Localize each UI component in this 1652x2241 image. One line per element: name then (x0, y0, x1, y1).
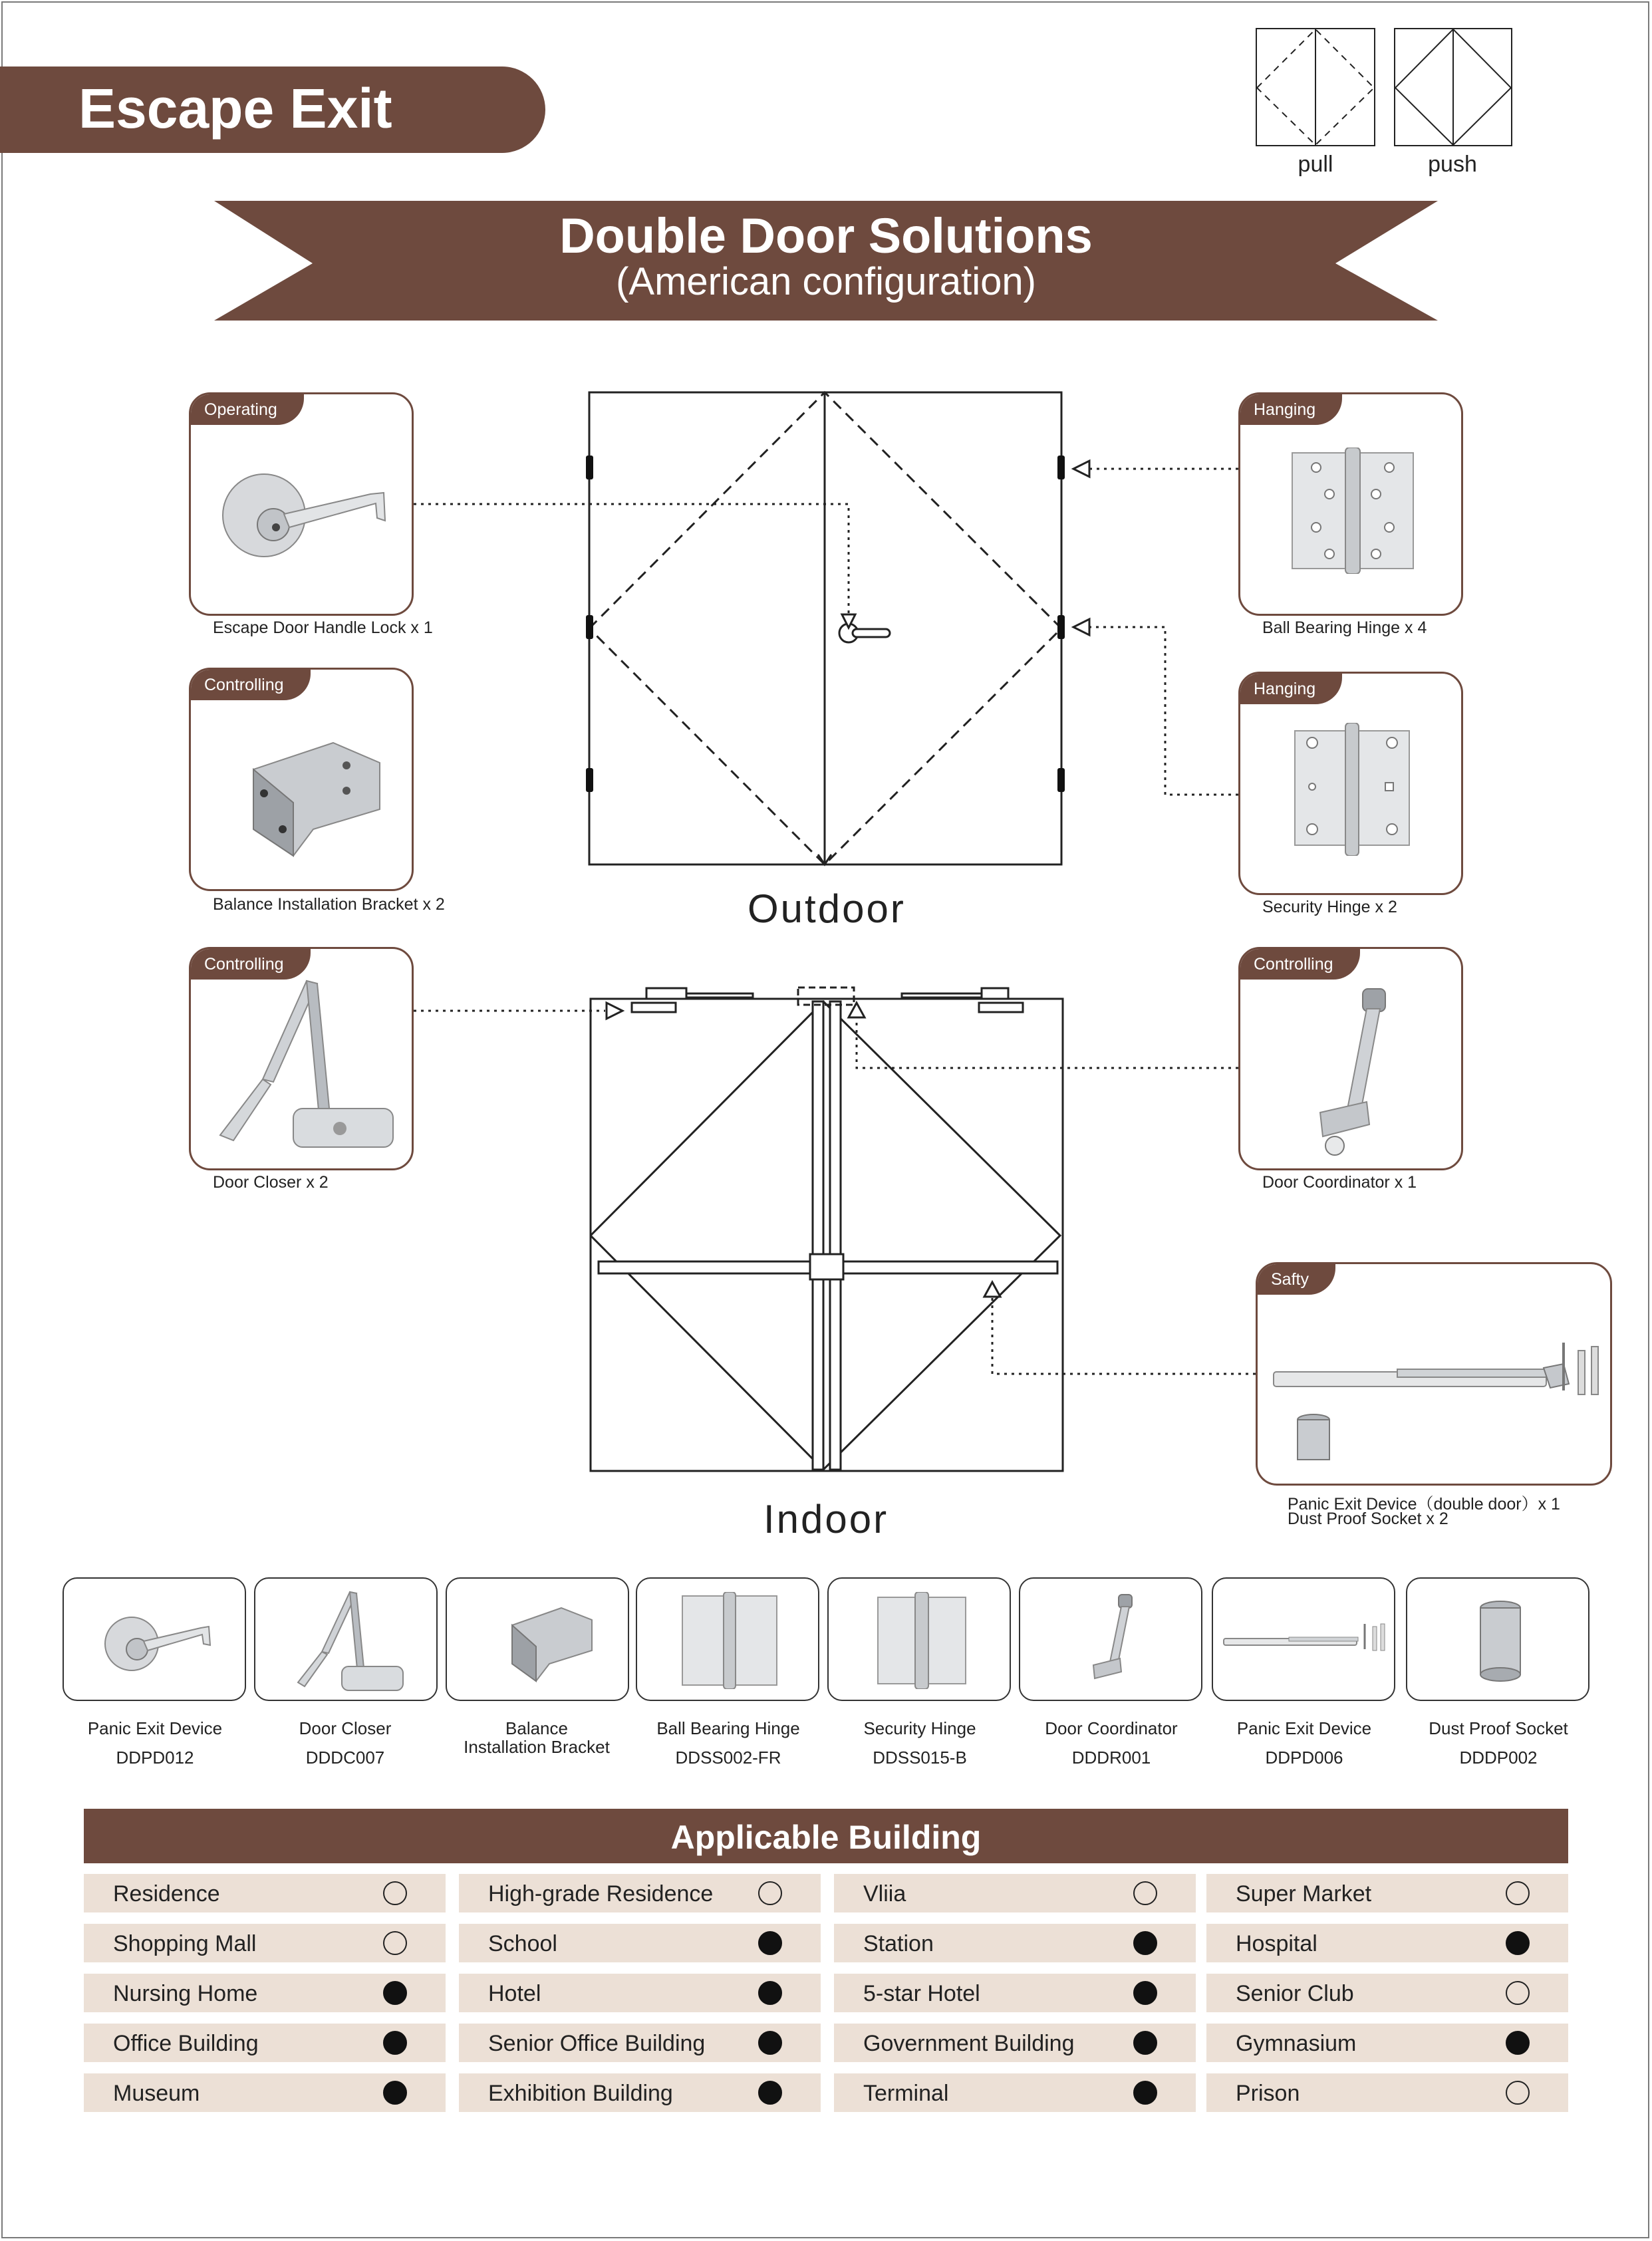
building-cell (459, 2073, 821, 2112)
applicable-filled-dot-icon (1506, 2031, 1530, 2055)
product-name: Door Coordinator (1045, 1718, 1178, 1738)
callout-caption: Door Closer x 2 (213, 1173, 329, 1192)
building-cell (834, 2024, 1196, 2062)
applicable-filled-dot-icon (758, 2031, 782, 2055)
not-applicable-empty-circle-icon (1506, 1881, 1530, 1905)
product-card-door-closer (254, 1577, 438, 1701)
hinge-icon (1292, 723, 1412, 856)
product-code: DDSS015-B (873, 1748, 967, 1768)
coordinator-icon (1080, 1592, 1147, 1692)
building-cell (84, 2024, 446, 2062)
product-name: Panic Exit Device (87, 1718, 223, 1738)
pull-label: pull (1298, 152, 1333, 177)
building-cell (459, 1874, 821, 1912)
door-closer-icon (207, 976, 400, 1162)
callout-ball-bearing-hinge (1238, 392, 1463, 616)
push-label: push (1428, 152, 1477, 177)
not-applicable-empty-circle-icon (1133, 1881, 1157, 1905)
banner-title: Double Door Solutions (559, 208, 1093, 263)
building-cell (1206, 1924, 1568, 1962)
product-name: Dust Proof Socket (1429, 1718, 1568, 1738)
applicable-filled-dot-icon (1506, 1931, 1530, 1955)
callout-caption: Ball Bearing Hinge x 4 (1262, 618, 1427, 637)
building-name: Hotel (488, 1981, 541, 2006)
building-name: Office Building (113, 2031, 259, 2056)
hinge-icon (680, 1592, 779, 1689)
callout-caption: Door Coordinator x 1 (1262, 1173, 1417, 1192)
applicable-filled-dot-icon (383, 2031, 407, 2055)
building-cell (459, 1974, 821, 2012)
callout-door-closer (189, 947, 414, 1170)
building-name: Residence (113, 1881, 220, 1907)
callout-tab: Operating (191, 394, 304, 425)
applicable-filled-dot-icon (383, 1981, 407, 2005)
building-cell (459, 2024, 821, 2062)
building-name: Senior Office Building (488, 2031, 706, 2056)
callout-tab: Controlling (1240, 949, 1360, 980)
product-card-panic-bar (1212, 1577, 1395, 1701)
building-cell (834, 1974, 1196, 2012)
building-name: Super Market (1236, 1881, 1372, 1907)
leader-arrows (607, 461, 1089, 1297)
building-cell (84, 1924, 446, 1962)
banner-subtitle: (American configuration) (616, 260, 1036, 303)
building-name: Government Building (863, 2031, 1075, 2056)
building-name: Senior Club (1236, 1981, 1354, 2006)
product-code: DDSS002-FR (675, 1748, 781, 1768)
callout-tab: Controlling (191, 670, 311, 700)
callout-tab: Hanging (1240, 394, 1342, 425)
building-cell (1206, 1874, 1568, 1912)
applicable-building-header: Applicable Building (84, 1809, 1568, 1863)
applicable-filled-dot-icon (1133, 1931, 1157, 1955)
product-card-bracket (446, 1577, 629, 1701)
outdoor-lever (839, 624, 890, 642)
building-cell (1206, 2024, 1568, 2062)
callout-caption: Escape Door Handle Lock x 1 (213, 618, 433, 637)
callout-caption-2: Dust Proof Socket x 2 (1288, 1510, 1448, 1528)
building-name: School (488, 1931, 557, 1956)
callout-handle-lock (189, 392, 414, 616)
building-name: Gymnasium (1236, 2031, 1357, 2056)
product-name: Door Closer (299, 1718, 392, 1738)
hinge-icon (1290, 448, 1416, 574)
building-name: Museum (113, 2081, 200, 2106)
applicable-filled-dot-icon (1133, 1981, 1157, 2005)
callout-door-coordinator (1238, 947, 1463, 1170)
callout-caption: Panic Exit Device（double door）x 1 (1288, 1495, 1560, 1514)
bracket-icon (213, 729, 393, 862)
building-cell (834, 1874, 1196, 1912)
callout-panic-exit (1256, 1262, 1612, 1486)
applicable-filled-dot-icon (758, 1931, 782, 1955)
applicable-filled-dot-icon (758, 2081, 782, 2105)
not-applicable-empty-circle-icon (1506, 1981, 1530, 2005)
applicable-filled-dot-icon (758, 1981, 782, 2005)
product-card-ball-bearing-hinge (636, 1577, 819, 1701)
socket-icon (1474, 1599, 1527, 1685)
building-cell (84, 1974, 446, 2012)
product-card-socket (1406, 1577, 1589, 1701)
not-applicable-empty-circle-icon (383, 1931, 407, 1955)
building-name: Prison (1236, 2081, 1300, 2106)
callout-caption: Security Hinge x 2 (1262, 898, 1397, 916)
applicable-filled-dot-icon (383, 2081, 407, 2105)
coordinator-icon (1294, 982, 1413, 1162)
handle-lock-icon (211, 461, 397, 581)
product-card-door-coordinator (1019, 1577, 1202, 1701)
product-code: DDDR001 (1071, 1748, 1151, 1768)
callout-bracket (189, 668, 414, 891)
product-code: DDPD012 (116, 1748, 194, 1768)
product-card-handle-lock (63, 1577, 246, 1701)
product-name: Balance (505, 1718, 568, 1738)
door-closer-icon (289, 1589, 408, 1696)
callout-security-hinge (1238, 672, 1463, 895)
callout-caption: Balance Installation Bracket x 2 (213, 895, 445, 914)
building-name: 5-star Hotel (863, 1981, 980, 2006)
outdoor-label: Outdoor (748, 886, 906, 931)
panic-bar-icon (1222, 1619, 1389, 1665)
building-name: High-grade Residence (488, 1881, 714, 1907)
building-name: Nursing Home (113, 1981, 258, 2006)
not-applicable-empty-circle-icon (1506, 2081, 1530, 2105)
building-name: Terminal (863, 2081, 949, 2106)
panic-bar-icon (1271, 1337, 1603, 1470)
product-code: DDDP002 (1459, 1748, 1538, 1768)
product-name: Ball Bearing Hinge (656, 1718, 800, 1738)
building-cell (1206, 1974, 1568, 2012)
handle-lock-icon (97, 1608, 217, 1681)
product-card-security-hinge (827, 1577, 1011, 1701)
product-name: Panic Exit Device (1236, 1718, 1372, 1738)
applicable-filled-dot-icon (1133, 2081, 1157, 2105)
product-name: Security Hinge (863, 1718, 976, 1738)
building-cell (1206, 2073, 1568, 2112)
product-code: DDDC007 (305, 1748, 385, 1768)
callout-tab: Hanging (1240, 674, 1342, 704)
indoor-label: Indoor (763, 1497, 889, 1541)
building-cell (459, 1924, 821, 1962)
building-cell (834, 2073, 1196, 2112)
hinge-icon (875, 1592, 968, 1689)
callout-tab: Safty (1258, 1264, 1335, 1295)
not-applicable-empty-circle-icon (383, 1881, 407, 1905)
indoor-door (591, 988, 1063, 1471)
building-name: Vliia (863, 1881, 906, 1907)
product-code: DDPD006 (1265, 1748, 1343, 1768)
outdoor-door (589, 392, 1061, 864)
callout-tab: Controlling (191, 949, 311, 980)
building-name: Hospital (1236, 1931, 1317, 1956)
product-name-line-2: Installation Bracket (464, 1737, 610, 1757)
building-cell (84, 2073, 446, 2112)
section-tag-label: Escape Exit (78, 77, 392, 140)
bracket-icon (485, 1599, 599, 1685)
building-name: Station (863, 1931, 934, 1956)
building-cell (84, 1874, 446, 1912)
building-cell (834, 1924, 1196, 1962)
not-applicable-empty-circle-icon (758, 1881, 782, 1905)
building-name: Exhibition Building (488, 2081, 673, 2106)
applicable-filled-dot-icon (1133, 2031, 1157, 2055)
building-name: Shopping Mall (113, 1931, 257, 1956)
